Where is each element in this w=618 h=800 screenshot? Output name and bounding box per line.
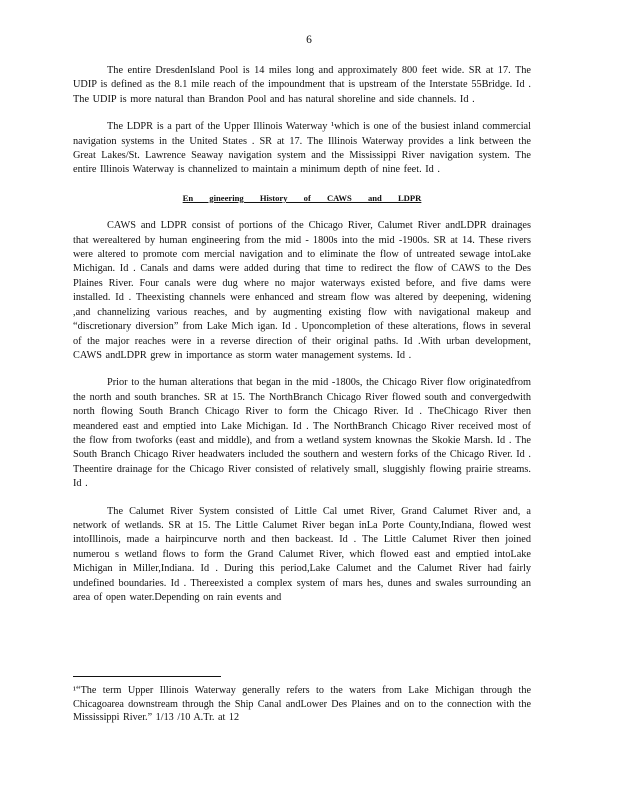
footnote-divider (73, 676, 221, 677)
paragraph-dresden-pool: The entire DresdenIsland Pool is 14 miles long and approximately 800 feet wide. SR at 17. The UDIP is defined as the 8.1 mile reach of the impoundment that is upstream of the Interstate 55Bridge. Id . The UDIP is more natural than Brandon Pool and has natural shoreline and side channels. Id . (73, 65, 531, 105)
paragraph-caws-ldpr-history: CAWS and LDPR consist of portions of the Chicago River, Calumet River andLDPR drainages that werealtered by human engineering from the mid - 1800s into the mid -1900s. SR at 14. These rivers were altered to promote com mercial navigation and to eliminate the flow of untreated sewage intoLake Michigan. Id . Canals and dams were added during that time to redirect the flow of CAWS to the Des Plaines River. Four canals were dug where no major waterways existed before, and five dams were installed. Id . Theexisting channels were enhanced and stream flow was altered by deepening, widening ,and channelizing various reaches, and by augmenting existing flow with navigational makeup and “discretionary diversion” from Lake Mich igan. Id . Uponcompletion of these alterations, flows in several of the major reaches were in a reverse direction of their original paths. Id .With urban development, CAWS andLDPR grew in importance as storm water management systems. Id . (73, 220, 531, 361)
footnote: ¹“The term Upper Illinois Waterway generally refers to the waters from Lake Michigan through the Chicagoarea downstream through the Ship Canal andLower Des Plaines and on to the connection with the Mississippi River.” 1/13 /10 A.Tr. at 12 (73, 685, 531, 724)
document-body (73, 64, 531, 618)
section-heading: En gineering History of CAWS and LDPR (182, 192, 422, 203)
paragraph-calumet-river: The Calumet River System consisted of Little Cal umet River, Grand Calumet River and, a network of wetlands. SR at 15. The Little Calumet River began inLa Porte County,Indiana, flowed west intoIllinois, made a hairpincurve north and then backeast. Id . The Little Calumet River then joined numerou s wetland flows to form the Grand Calumet River, which flowed east and emptied intoLake Michigan in Miller,Indiana. Id . During this period,Lake Calumet and the Calumet River had fairly undefined boundaries. Id . Thereexisted a complex system of mars hes, dunes and swales surrounding an area of open water.Depending on rain events and (73, 505, 531, 603)
paragraph-ldpr-waterway: The LDPR is a part of the Upper Illinois Waterway ¹which is one of the busiest inland commercial navigation systems in the United States . SR at 17. The Illinois Waterway provides a link between the Great Lakes/St. Lawrence Seaway navigation system and the Mississippi River navigation system. The entire Illinois Waterway is channelized to maintain a minimum depth of nine feet. Id . (73, 121, 531, 176)
page-number: 6 (306, 34, 312, 46)
paragraph-chicago-river: Prior to the human alterations that began in the mid -1800s, the Chicago River flow originatedfrom the north and south branches. SR at 15. The NorthBranch Chicago River flowed south and convergedwith north flowing South Branch Chicago River to form the Chicago River. Id . TheChicago River then meandered east and emptied into Lake Michigan. Id . The NorthBranch Chicago River received most of the flow from twoforks (east and middle), and from a wetland system knownas the Skokie Marsh. Id . The South Branch Chicago River headwaters included the southern and western forks of the Chicago River. Id . Theentire drainage for the Chicago River consisted of relatively small, sluggishly flowing prairie streams. Id . (73, 377, 531, 490)
